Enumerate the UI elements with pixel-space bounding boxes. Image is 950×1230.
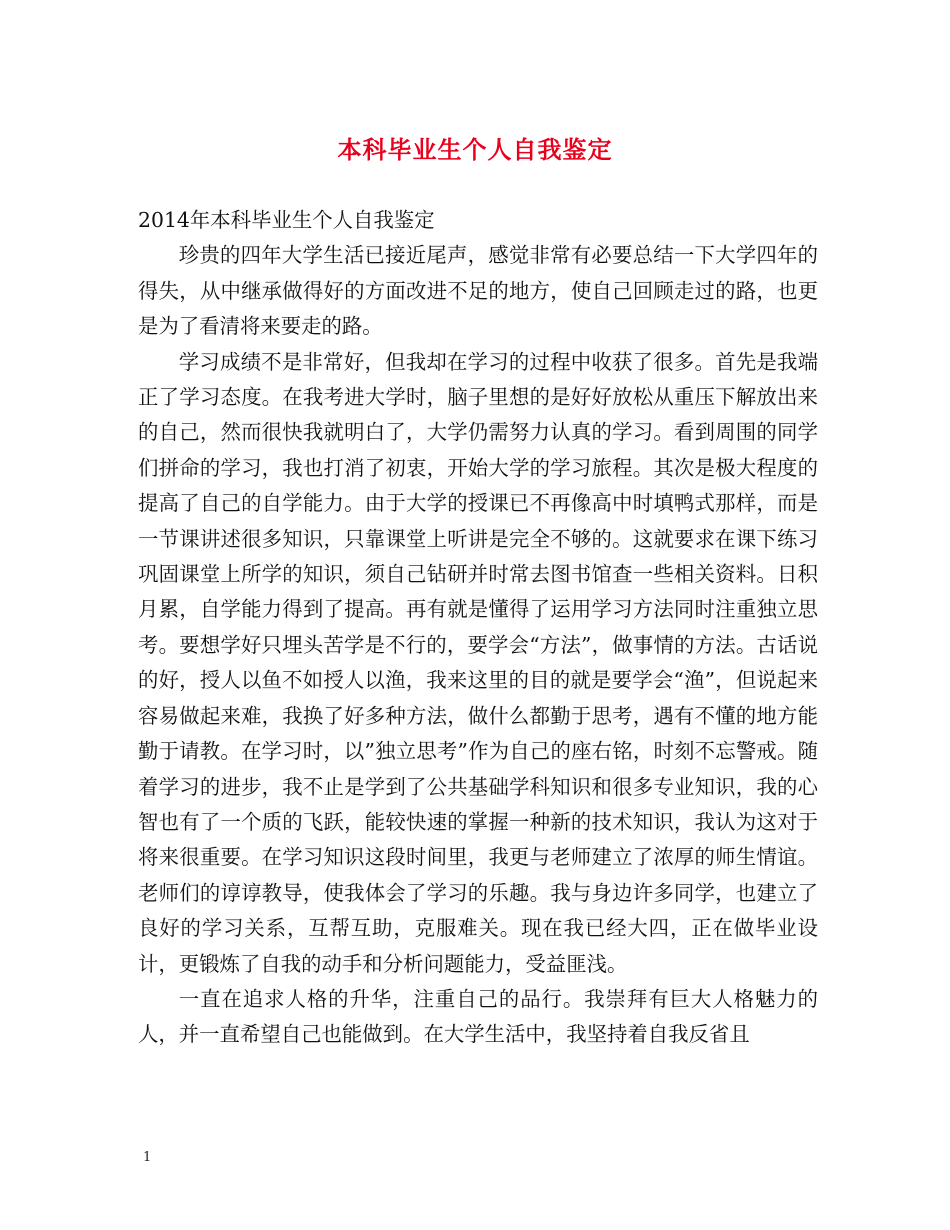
document-body — [138, 203, 818, 1053]
document-title: 本科毕业生个人自我鉴定 — [337, 135, 613, 164]
document-subtitle: 2014年本科毕业生个人自我鉴定 — [138, 208, 435, 232]
paragraph-2: 学习成绩不是非常好，但我却在学习的过程中收获了很多。首先是我端正了学习态度。在我考进大学时，脑子里想的是好好放松从重压下解放出来的自己，然而很快我就明白了，大学仍需努力认真的学习。看到周围的同学们拼命的学习，我也打消了初衷，开始大学的学习旅程。其次是极大程度的提高了自己的自学能力。由于大学的授课已不再像高中时填鸭式那样，而是一节课讲述很多知识，只靠课堂上听讲是完全不够的。这就要求在课下练习巩固课堂上所学的知识，须自己钻研并时常去图书馆查一些相关资料。日积月累，自学能力得到了提高。再有就是懂得了运用学习方法同时注重独立思考。要想学好只埋头苦学是不行的，要学会“方法”，做事情的方法。古话说的好，授人以鱼不如授人以渔，我来这里的目的就是要学会“渔”，但说起来容易做起来难，我换了好多种方法，做什么都勤于思考，遇有不懂的地方能勤于请教。在学习时，以”独立思考”作为自己的座右铭，时刻不忘警戒。随着学习的进步，我不止是学到了公共基础学科知识和很多专业知识，我的心智也有了一个质的飞跃，能较快速的掌握一种新的技术知识，我认为这对于将来很重要。在学习知识这段时间里，我更与老师建立了浓厚的师生情谊。老师们的谆谆教导，使我体会了学习的乐趣。我与身边许多同学，也建立了良好的学习关系，互帮互助，克服难关。现在我已经大四，正在做毕业设计，更锻炼了自我的动手和分析问题能力，受益匪浅。 — [138, 349, 818, 976]
paragraph-3: 一直在追求人格的升华，注重自己的品行。我崇拜有巨大人格魅力的人，并一直希望自己也能做到。在大学生活中，我坚持着自我反省且 — [138, 986, 818, 1047]
page-number: 1 — [143, 1150, 152, 1165]
paragraph-1: 珍贵的四年大学生活已接近尾声，感觉非常有必要总结一下大学四年的得失，从中继承做得好的方面改进不足的地方，使自己回顾走过的路，也更是为了看清将来要走的路。 — [138, 243, 818, 339]
